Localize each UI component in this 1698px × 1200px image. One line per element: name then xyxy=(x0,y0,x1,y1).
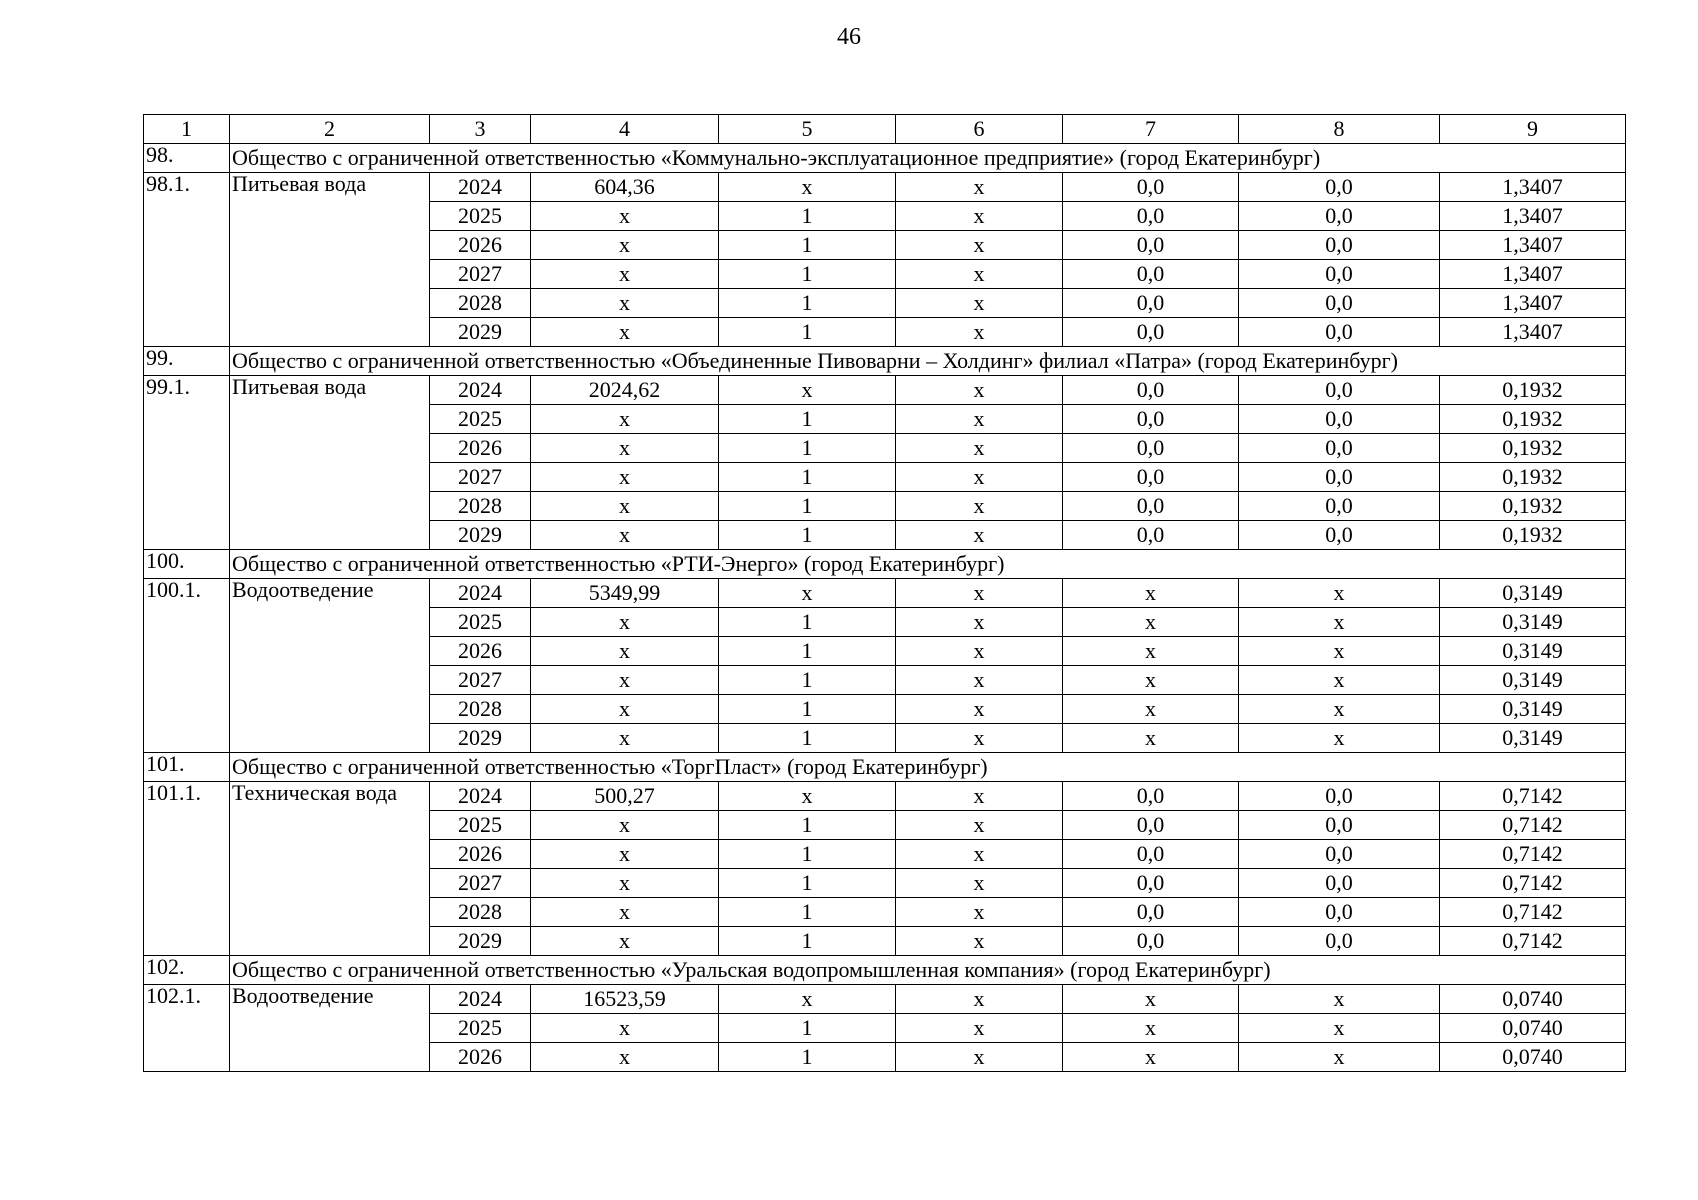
year-cell: 2024 xyxy=(430,376,531,405)
service-name: Техническая вода xyxy=(230,782,430,956)
column-number: 3 xyxy=(430,115,531,144)
year-cell: 2025 xyxy=(430,811,531,840)
value-cell: x xyxy=(531,724,719,753)
column-number: 7 xyxy=(1063,115,1239,144)
organization-name: Общество с ограниченной ответственностью «Уральская водопромышленная компания» (город Екатеринбург) xyxy=(230,956,1626,985)
value-cell: 1 xyxy=(719,289,896,318)
value-cell: 0,0 xyxy=(1239,405,1440,434)
value-cell: 0,0 xyxy=(1239,521,1440,550)
value-cell: 1 xyxy=(719,695,896,724)
value-cell: x xyxy=(896,985,1063,1014)
value-cell: x xyxy=(1063,985,1239,1014)
value-cell: 0,0 xyxy=(1063,521,1239,550)
value-cell: x xyxy=(896,637,1063,666)
value-cell: x xyxy=(896,318,1063,347)
value-cell: 1 xyxy=(719,666,896,695)
value-cell: x xyxy=(1239,985,1440,1014)
value-cell: 1 xyxy=(719,463,896,492)
value-cell: x xyxy=(1239,637,1440,666)
value-cell: x xyxy=(531,608,719,637)
value-cell: x xyxy=(531,260,719,289)
value-cell: x xyxy=(531,840,719,869)
year-cell: 2026 xyxy=(430,840,531,869)
column-number: 1 xyxy=(144,115,230,144)
value-cell: 0,1932 xyxy=(1440,376,1626,405)
column-number: 4 xyxy=(531,115,719,144)
value-cell: x xyxy=(531,231,719,260)
value-cell: 0,0 xyxy=(1239,376,1440,405)
value-cell: 0,0 xyxy=(1063,898,1239,927)
value-cell: 0,7142 xyxy=(1440,898,1626,927)
value-cell: x xyxy=(531,405,719,434)
year-cell: 2029 xyxy=(430,521,531,550)
value-cell: x xyxy=(896,405,1063,434)
value-cell: x xyxy=(896,492,1063,521)
value-cell: x xyxy=(896,173,1063,202)
column-number-row xyxy=(144,115,1626,144)
value-cell: 0,3149 xyxy=(1440,637,1626,666)
value-cell: 0,7142 xyxy=(1440,840,1626,869)
value-cell: 0,0 xyxy=(1063,376,1239,405)
service-number: 98.1. xyxy=(144,173,230,347)
value-cell: 0,0 xyxy=(1239,927,1440,956)
value-cell: x xyxy=(531,463,719,492)
value-cell: 1 xyxy=(719,405,896,434)
value-cell: 0,0 xyxy=(1239,260,1440,289)
value-cell: 0,0740 xyxy=(1440,1043,1626,1072)
value-cell: 1,3407 xyxy=(1440,260,1626,289)
value-cell: 1 xyxy=(719,898,896,927)
value-cell: x xyxy=(896,434,1063,463)
column-number: 2 xyxy=(230,115,430,144)
value-cell: 0,7142 xyxy=(1440,811,1626,840)
value-cell: 1 xyxy=(719,840,896,869)
value-cell: x xyxy=(1063,724,1239,753)
value-cell: 2024,62 xyxy=(531,376,719,405)
value-cell: 0,0 xyxy=(1063,782,1239,811)
value-cell: x xyxy=(531,927,719,956)
year-cell: 2026 xyxy=(430,434,531,463)
value-cell: x xyxy=(1063,1014,1239,1043)
value-cell: 1 xyxy=(719,260,896,289)
value-cell: 0,0 xyxy=(1239,463,1440,492)
year-cell: 2027 xyxy=(430,869,531,898)
value-cell: x xyxy=(896,202,1063,231)
value-cell: 0,0 xyxy=(1063,463,1239,492)
value-cell: 1 xyxy=(719,521,896,550)
organization-name: Общество с ограниченной ответственностью «ТоргПласт» (город Екатеринбург) xyxy=(230,753,1626,782)
value-cell: 1 xyxy=(719,318,896,347)
value-cell: x xyxy=(896,811,1063,840)
year-cell: 2027 xyxy=(430,260,531,289)
service-number: 99.1. xyxy=(144,376,230,550)
value-cell: x xyxy=(531,637,719,666)
value-cell: x xyxy=(896,260,1063,289)
service-number: 101.1. xyxy=(144,782,230,956)
column-number: 9 xyxy=(1440,115,1626,144)
value-cell: x xyxy=(896,724,1063,753)
value-cell: 0,0740 xyxy=(1440,985,1626,1014)
value-cell: x xyxy=(1063,666,1239,695)
value-cell: 0,7142 xyxy=(1440,927,1626,956)
service-name: Питьевая вода xyxy=(230,173,430,347)
service-name: Питьевая вода xyxy=(230,376,430,550)
column-number: 5 xyxy=(719,115,896,144)
value-cell: 1 xyxy=(719,811,896,840)
table-row xyxy=(144,579,1626,608)
value-cell: 1 xyxy=(719,608,896,637)
value-cell: x xyxy=(719,985,896,1014)
value-cell: 1 xyxy=(719,492,896,521)
value-cell: 1 xyxy=(719,724,896,753)
value-cell: 0,3149 xyxy=(1440,695,1626,724)
value-cell: x xyxy=(1063,695,1239,724)
value-cell: 0,0 xyxy=(1239,318,1440,347)
value-cell: x xyxy=(531,695,719,724)
value-cell: x xyxy=(896,376,1063,405)
year-cell: 2026 xyxy=(430,1043,531,1072)
value-cell: 0,0 xyxy=(1239,898,1440,927)
value-cell: x xyxy=(896,898,1063,927)
value-cell: x xyxy=(531,434,719,463)
year-cell: 2024 xyxy=(430,579,531,608)
value-cell: 0,3149 xyxy=(1440,579,1626,608)
value-cell: 0,0 xyxy=(1063,173,1239,202)
year-cell: 2028 xyxy=(430,289,531,318)
value-cell: 0,0 xyxy=(1239,811,1440,840)
value-cell: x xyxy=(1239,579,1440,608)
value-cell: 16523,59 xyxy=(531,985,719,1014)
value-cell: 0,3149 xyxy=(1440,724,1626,753)
value-cell: x xyxy=(531,666,719,695)
year-cell: 2024 xyxy=(430,782,531,811)
value-cell: x xyxy=(896,463,1063,492)
value-cell: 500,27 xyxy=(531,782,719,811)
year-cell: 2024 xyxy=(430,173,531,202)
value-cell: 1 xyxy=(719,1014,896,1043)
organization-number: 102. xyxy=(144,956,230,985)
organization-name: Общество с ограниченной ответственностью «Коммунально-эксплуатационное предприятие» (город Екатеринбург) xyxy=(230,144,1626,173)
value-cell: 0,0 xyxy=(1239,840,1440,869)
value-cell: 1,3407 xyxy=(1440,289,1626,318)
value-cell: x xyxy=(1063,1043,1239,1072)
organization-row xyxy=(144,550,1626,579)
table-row xyxy=(144,376,1626,405)
value-cell: 1,3407 xyxy=(1440,231,1626,260)
value-cell: 0,0 xyxy=(1239,173,1440,202)
year-cell: 2029 xyxy=(430,724,531,753)
tariff-table xyxy=(143,114,1626,1072)
value-cell: x xyxy=(896,927,1063,956)
value-cell: 0,1932 xyxy=(1440,434,1626,463)
value-cell: x xyxy=(719,173,896,202)
value-cell: x xyxy=(1239,695,1440,724)
value-cell: x xyxy=(719,579,896,608)
organization-number: 100. xyxy=(144,550,230,579)
year-cell: 2028 xyxy=(430,492,531,521)
value-cell: x xyxy=(896,289,1063,318)
value-cell: 0,0 xyxy=(1063,202,1239,231)
value-cell: x xyxy=(1239,1014,1440,1043)
organization-row xyxy=(144,347,1626,376)
value-cell: x xyxy=(896,869,1063,898)
value-cell: x xyxy=(896,231,1063,260)
table-row xyxy=(144,173,1626,202)
year-cell: 2027 xyxy=(430,666,531,695)
value-cell: 0,0 xyxy=(1239,492,1440,521)
organization-row xyxy=(144,956,1626,985)
value-cell: x xyxy=(1239,724,1440,753)
value-cell: x xyxy=(896,1043,1063,1072)
value-cell: 1 xyxy=(719,927,896,956)
value-cell: x xyxy=(896,782,1063,811)
value-cell: x xyxy=(1239,608,1440,637)
value-cell: x xyxy=(531,1014,719,1043)
value-cell: 1 xyxy=(719,202,896,231)
value-cell: x xyxy=(531,811,719,840)
organization-number: 99. xyxy=(144,347,230,376)
table-row xyxy=(144,782,1626,811)
year-cell: 2029 xyxy=(430,318,531,347)
value-cell: 0,0 xyxy=(1239,202,1440,231)
value-cell: x xyxy=(719,376,896,405)
value-cell: x xyxy=(531,898,719,927)
value-cell: x xyxy=(531,492,719,521)
value-cell: 0,0 xyxy=(1063,927,1239,956)
value-cell: 1 xyxy=(719,231,896,260)
value-cell: x xyxy=(896,608,1063,637)
value-cell: 0,0 xyxy=(1239,289,1440,318)
value-cell: 0,7142 xyxy=(1440,869,1626,898)
value-cell: x xyxy=(531,318,719,347)
year-cell: 2026 xyxy=(430,637,531,666)
value-cell: 0,0 xyxy=(1239,782,1440,811)
value-cell: x xyxy=(1063,608,1239,637)
year-cell: 2026 xyxy=(430,231,531,260)
table-body xyxy=(144,115,1626,1072)
year-cell: 2025 xyxy=(430,608,531,637)
value-cell: 0,1932 xyxy=(1440,521,1626,550)
value-cell: 0,1932 xyxy=(1440,405,1626,434)
value-cell: x xyxy=(896,695,1063,724)
value-cell: 0,3149 xyxy=(1440,608,1626,637)
service-name: Водоотведение xyxy=(230,579,430,753)
value-cell: 0,1932 xyxy=(1440,492,1626,521)
year-cell: 2028 xyxy=(430,695,531,724)
value-cell: x xyxy=(896,666,1063,695)
value-cell: x xyxy=(1063,579,1239,608)
organization-name: Общество с ограниченной ответственностью «Объединенные Пивоварни – Холдинг» филиал «Патра» (город Екатеринбург) xyxy=(230,347,1626,376)
value-cell: 1,3407 xyxy=(1440,173,1626,202)
service-number: 102.1. xyxy=(144,985,230,1072)
value-cell: 5349,99 xyxy=(531,579,719,608)
value-cell: x xyxy=(719,782,896,811)
year-cell: 2025 xyxy=(430,1014,531,1043)
value-cell: x xyxy=(531,869,719,898)
organization-number: 101. xyxy=(144,753,230,782)
value-cell: 0,0 xyxy=(1063,260,1239,289)
year-cell: 2029 xyxy=(430,927,531,956)
organization-row xyxy=(144,753,1626,782)
value-cell: 1 xyxy=(719,637,896,666)
value-cell: x xyxy=(896,579,1063,608)
value-cell: 0,0740 xyxy=(1440,1014,1626,1043)
value-cell: 1,3407 xyxy=(1440,318,1626,347)
value-cell: 0,0 xyxy=(1063,231,1239,260)
service-name: Водоотведение xyxy=(230,985,430,1072)
organization-row xyxy=(144,144,1626,173)
value-cell: 0,0 xyxy=(1063,318,1239,347)
value-cell: 1 xyxy=(719,869,896,898)
value-cell: 0,7142 xyxy=(1440,782,1626,811)
value-cell: 0,0 xyxy=(1239,231,1440,260)
value-cell: x xyxy=(1239,1043,1440,1072)
value-cell: 1 xyxy=(719,434,896,463)
value-cell: x xyxy=(531,202,719,231)
value-cell: x xyxy=(531,1043,719,1072)
value-cell: 1,3407 xyxy=(1440,202,1626,231)
value-cell: 0,0 xyxy=(1063,811,1239,840)
value-cell: 0,0 xyxy=(1239,869,1440,898)
year-cell: 2025 xyxy=(430,202,531,231)
value-cell: x xyxy=(896,1014,1063,1043)
value-cell: 0,0 xyxy=(1063,405,1239,434)
year-cell: 2028 xyxy=(430,898,531,927)
organization-name: Общество с ограниченной ответственностью «РТИ-Энерго» (город Екатеринбург) xyxy=(230,550,1626,579)
value-cell: x xyxy=(1063,637,1239,666)
value-cell: x xyxy=(531,521,719,550)
value-cell: x xyxy=(896,521,1063,550)
page-number: 46 xyxy=(837,24,861,50)
organization-number: 98. xyxy=(144,144,230,173)
year-cell: 2024 xyxy=(430,985,531,1014)
value-cell: x xyxy=(896,840,1063,869)
service-number: 100.1. xyxy=(144,579,230,753)
value-cell: 604,36 xyxy=(531,173,719,202)
year-cell: 2027 xyxy=(430,463,531,492)
value-cell: 0,3149 xyxy=(1440,666,1626,695)
column-number: 8 xyxy=(1239,115,1440,144)
value-cell: 1 xyxy=(719,1043,896,1072)
value-cell: 0,0 xyxy=(1063,869,1239,898)
value-cell: 0,1932 xyxy=(1440,463,1626,492)
value-cell: 0,0 xyxy=(1063,434,1239,463)
value-cell: 0,0 xyxy=(1239,434,1440,463)
year-cell: 2025 xyxy=(430,405,531,434)
table-row xyxy=(144,985,1626,1014)
value-cell: 0,0 xyxy=(1063,289,1239,318)
column-number: 6 xyxy=(896,115,1063,144)
value-cell: 0,0 xyxy=(1063,840,1239,869)
value-cell: x xyxy=(1239,666,1440,695)
value-cell: x xyxy=(531,289,719,318)
value-cell: 0,0 xyxy=(1063,492,1239,521)
